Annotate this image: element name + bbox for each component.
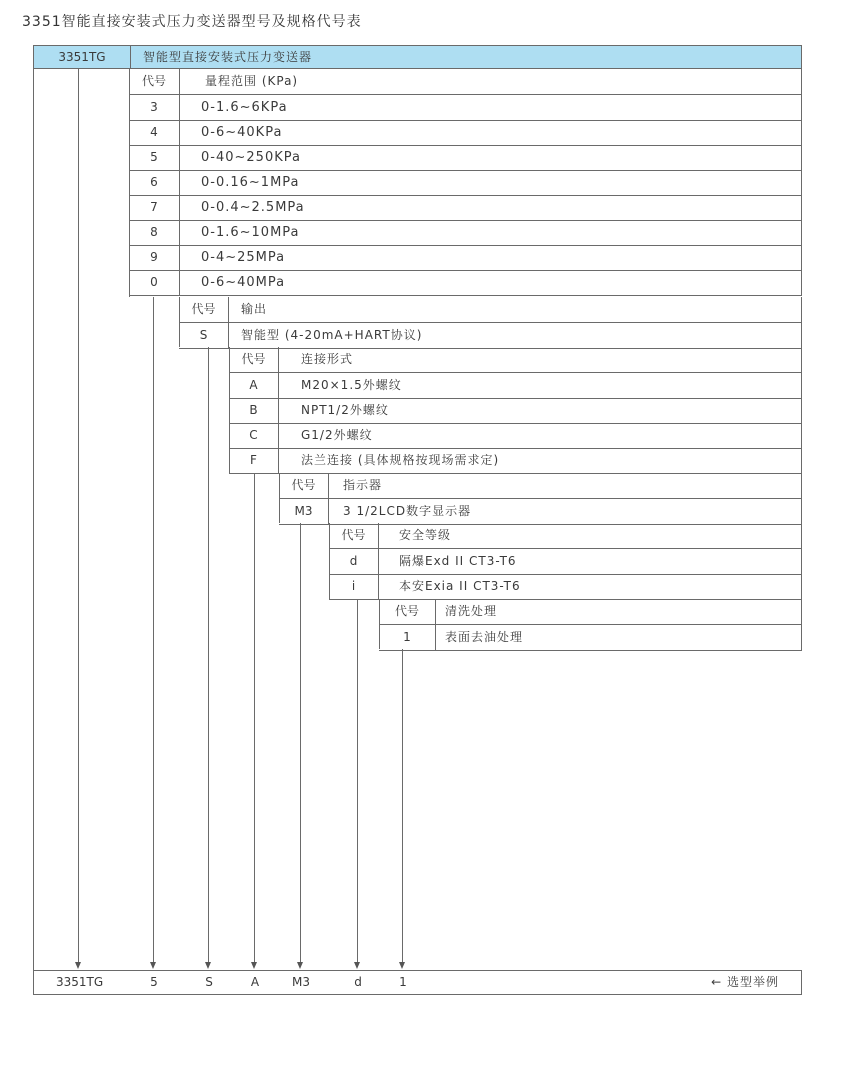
model-description: 智能型直接安装式压力变送器: [143, 50, 313, 64]
range-value: 0-1.6~6KPa: [201, 100, 288, 115]
cleaning-row: [379, 625, 802, 651]
safety-code-label: 代号: [329, 523, 379, 548]
example-output: S: [205, 975, 213, 989]
connection-value: 法兰连接 (具体规格按现场需求定): [301, 453, 500, 467]
guide-line-model-inner: [78, 69, 79, 962]
range-code-label: 代号: [129, 69, 180, 94]
output-value: 智能型 (4-20mA+HART协议): [241, 328, 423, 342]
example-indicator: M3: [292, 975, 310, 989]
cleaning-desc-label: 清洗处理: [445, 604, 498, 618]
example-connection: A: [250, 975, 260, 989]
connection-code: A: [229, 373, 279, 398]
range-row: [129, 120, 802, 146]
example-safety: d: [354, 975, 362, 989]
safety-code: i: [329, 574, 379, 599]
range-row: [129, 170, 802, 196]
range-code: 5: [129, 145, 180, 170]
connection-value: G1/2外螺纹: [301, 428, 373, 442]
indicator-desc-label: 指示器: [343, 478, 383, 492]
indicator-value: 3 1/2LCD数字显示器: [343, 504, 472, 518]
connection-code: C: [229, 423, 279, 448]
cleaning-value: 表面去油处理: [445, 630, 524, 644]
connection-code-label: 代号: [229, 347, 279, 372]
safety-value: 隔爆Exd II CT3-T6: [399, 554, 517, 568]
arrow-down-icon: [205, 962, 211, 969]
safety-value: 本安Exia II CT3-T6: [399, 579, 521, 593]
range-code: 6: [129, 170, 180, 195]
example-cleaning: 1: [399, 975, 407, 989]
range-value: 0-6~40KPa: [201, 125, 283, 140]
model-code: 3351TG: [58, 50, 106, 64]
indicator-header-row: [279, 473, 802, 499]
range-row: [129, 145, 802, 171]
model-header-row: [33, 45, 802, 69]
range-header-row: [129, 69, 802, 95]
cleaning-code: 1: [379, 625, 436, 650]
indicator-code: M3: [279, 499, 329, 524]
arrow-down-icon: [251, 962, 257, 969]
output-row: [179, 323, 802, 349]
range-row: [129, 195, 802, 221]
safety-code: d: [329, 549, 379, 574]
range-row: [129, 270, 802, 296]
indicator-row: [279, 499, 802, 525]
guide-line-connection: [254, 473, 255, 962]
guide-line-model: [33, 69, 34, 970]
connection-value: M20×1.5外螺纹: [301, 378, 402, 392]
output-header-row: [179, 297, 802, 323]
arrow-down-icon: [75, 962, 81, 969]
range-code: 0: [129, 270, 180, 295]
connection-row: [229, 398, 802, 424]
range-row: [129, 245, 802, 271]
safety-header-row: [329, 523, 802, 549]
range-row: [129, 95, 802, 121]
selection-example-row: [33, 970, 802, 995]
connection-code: B: [229, 398, 279, 423]
range-desc-label: 量程范围 (KPa): [205, 74, 299, 88]
range-code: 8: [129, 220, 180, 245]
connection-value: NPT1/2外螺纹: [301, 403, 389, 417]
example-model: 3351TG: [56, 975, 104, 989]
guide-line-output: [208, 347, 209, 962]
indicator-code-label: 代号: [279, 473, 329, 498]
safety-desc-label: 安全等级: [399, 528, 452, 542]
output-code: S: [179, 323, 229, 348]
guide-line-safety: [357, 599, 358, 962]
cleaning-header-row: [379, 599, 802, 625]
range-value: 0-0.16~1MPa: [201, 175, 300, 190]
guide-line-indicator: [300, 523, 301, 962]
range-value: 0-1.6~10MPa: [201, 225, 300, 240]
range-value: 0-0.4~2.5MPa: [201, 200, 305, 215]
arrow-down-icon: [150, 962, 156, 969]
range-row: [129, 220, 802, 246]
arrow-down-icon: [399, 962, 405, 969]
range-value: 0-6~40MPa: [201, 275, 286, 290]
guide-line-range: [153, 297, 154, 962]
connection-row: [229, 423, 802, 449]
range-value: 0-40~250KPa: [201, 150, 301, 165]
cleaning-code-label: 代号: [379, 599, 436, 624]
range-code: 4: [129, 120, 180, 145]
range-code: 7: [129, 195, 180, 220]
connection-desc-label: 连接形式: [301, 352, 354, 366]
example-note: ← 选型举例: [711, 975, 779, 989]
header-divider: [130, 46, 131, 68]
safety-row: [329, 549, 802, 575]
output-code-label: 代号: [179, 297, 229, 322]
page-title: 3351智能直接安装式压力变送器型号及规格代号表: [22, 14, 362, 30]
output-desc-label: 输出: [241, 302, 268, 316]
arrow-down-icon: [354, 962, 360, 969]
connection-header-row: [229, 347, 802, 373]
range-code: 9: [129, 245, 180, 270]
connection-row: [229, 448, 802, 474]
example-range: 5: [150, 975, 158, 989]
safety-row: [329, 574, 802, 600]
range-code: 3: [129, 95, 180, 120]
connection-row: [229, 373, 802, 399]
guide-line-cleaning: [402, 649, 403, 962]
range-value: 0-4~25MPa: [201, 250, 286, 265]
arrow-down-icon: [297, 962, 303, 969]
connection-code: F: [229, 448, 279, 473]
